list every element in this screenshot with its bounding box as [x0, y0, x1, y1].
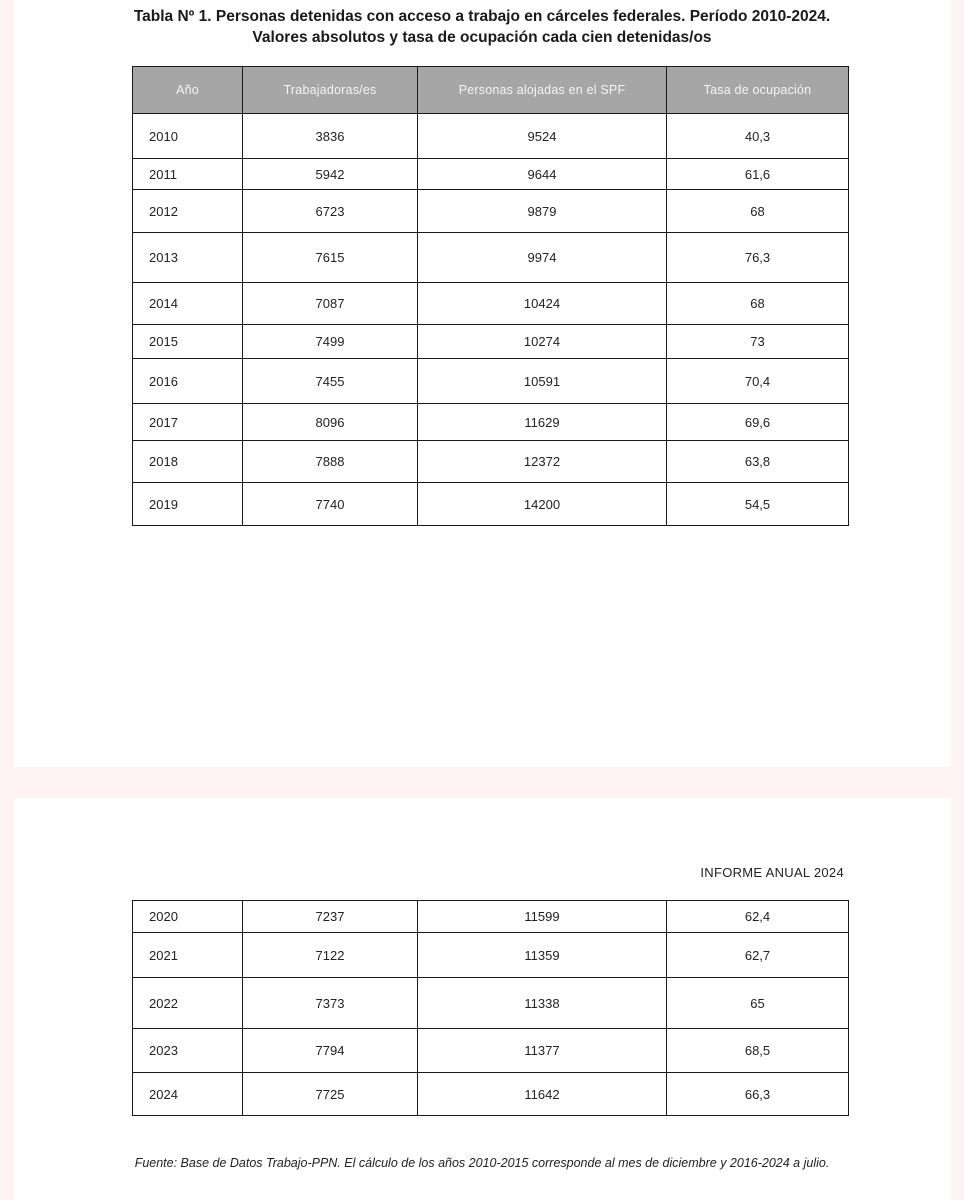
- table-row: [133, 325, 849, 359]
- workers-cell: 6723: [243, 190, 418, 233]
- population-cell: 9524: [418, 114, 667, 159]
- title-line-1: Tabla Nº 1. Personas detenidas con acceso a trabajo en cárceles federales. Período 2010-2024.: [133, 8, 831, 25]
- table-row: [133, 978, 849, 1029]
- table-row: [133, 114, 849, 159]
- year-cell: 2019: [133, 483, 243, 526]
- table-row: [133, 483, 849, 526]
- rate-cell: 68: [667, 190, 849, 233]
- table-row: [133, 1073, 849, 1116]
- rate-cell: 73: [667, 325, 849, 359]
- rate-cell: 62,7: [667, 933, 849, 978]
- population-cell: 11629: [418, 404, 667, 441]
- rate-cell: 69,6: [667, 404, 849, 441]
- workers-cell: 7888: [243, 441, 418, 483]
- population-cell: 11359: [418, 933, 667, 978]
- workers-cell: 7740: [243, 483, 418, 526]
- rate-cell: 63,8: [667, 441, 849, 483]
- year-cell: 2010: [133, 114, 243, 159]
- table-row: [133, 901, 849, 933]
- population-cell: 10274: [418, 325, 667, 359]
- population-cell: 9974: [418, 233, 667, 283]
- year-cell: 2017: [133, 404, 243, 441]
- table-row: [133, 283, 849, 325]
- table-row: [133, 1029, 849, 1073]
- workers-cell: 7615: [243, 233, 418, 283]
- population-cell: 14200: [418, 483, 667, 526]
- year-cell: 2012: [133, 190, 243, 233]
- workers-cell: 7373: [243, 978, 418, 1029]
- data-table-part-1: [132, 66, 849, 526]
- rate-cell: 66,3: [667, 1073, 849, 1116]
- population-cell: 12372: [418, 441, 667, 483]
- population-cell: 10424: [418, 283, 667, 325]
- population-cell: 11642: [418, 1073, 667, 1116]
- source-note: Fuente: Base de Datos Trabajo-PPN. El cálculo de los años 2010-2015 corresponde al mes de diciembre y 2016-2024 a julio.: [134, 1156, 830, 1170]
- population-cell: 11599: [418, 901, 667, 933]
- workers-cell: 7725: [243, 1073, 418, 1116]
- population-cell: 10591: [418, 359, 667, 404]
- workers-cell: 7499: [243, 325, 418, 359]
- rate-cell: 68: [667, 283, 849, 325]
- population-cell: 11338: [418, 978, 667, 1029]
- year-cell: 2023: [133, 1029, 243, 1073]
- header-rate: Tasa de ocupación: [667, 67, 849, 114]
- year-cell: 2020: [133, 901, 243, 933]
- title-line-2: Valores absolutos y tasa de ocupación cada cien detenidas/os: [252, 29, 712, 46]
- population-cell: 9879: [418, 190, 667, 233]
- data-table-part-2: [132, 900, 849, 1116]
- workers-cell: 7122: [243, 933, 418, 978]
- rate-cell: 54,5: [667, 483, 849, 526]
- workers-cell: 7237: [243, 901, 418, 933]
- table-header-row: [133, 67, 849, 114]
- year-cell: 2015: [133, 325, 243, 359]
- table-title: [0, 6, 964, 48]
- table-row: [133, 933, 849, 978]
- workers-cell: 3836: [243, 114, 418, 159]
- year-cell: 2011: [133, 159, 243, 190]
- year-cell: 2014: [133, 283, 243, 325]
- table-row: [133, 359, 849, 404]
- workers-cell: 7087: [243, 283, 418, 325]
- rate-cell: 65: [667, 978, 849, 1029]
- workers-cell: 8096: [243, 404, 418, 441]
- population-cell: 11377: [418, 1029, 667, 1073]
- rate-cell: 61,6: [667, 159, 849, 190]
- rate-cell: 62,4: [667, 901, 849, 933]
- workers-cell: 7794: [243, 1029, 418, 1073]
- table-row: [133, 159, 849, 190]
- header-year: Año: [133, 67, 243, 114]
- year-cell: 2016: [133, 359, 243, 404]
- year-cell: 2024: [133, 1073, 243, 1116]
- table-row: [133, 404, 849, 441]
- table-row: [133, 441, 849, 483]
- workers-cell: 7455: [243, 359, 418, 404]
- rate-cell: 40,3: [667, 114, 849, 159]
- header-population: Personas alojadas en el SPF: [418, 67, 667, 114]
- report-header: INFORME ANUAL 2024: [700, 865, 844, 880]
- workers-cell: 5942: [243, 159, 418, 190]
- population-cell: 9644: [418, 159, 667, 190]
- rate-cell: 68,5: [667, 1029, 849, 1073]
- table-row: [133, 190, 849, 233]
- rate-cell: 70,4: [667, 359, 849, 404]
- table-row: [133, 233, 849, 283]
- year-cell: 2018: [133, 441, 243, 483]
- header-workers: Trabajadoras/es: [243, 67, 418, 114]
- year-cell: 2022: [133, 978, 243, 1029]
- year-cell: 2021: [133, 933, 243, 978]
- year-cell: 2013: [133, 233, 243, 283]
- rate-cell: 76,3: [667, 233, 849, 283]
